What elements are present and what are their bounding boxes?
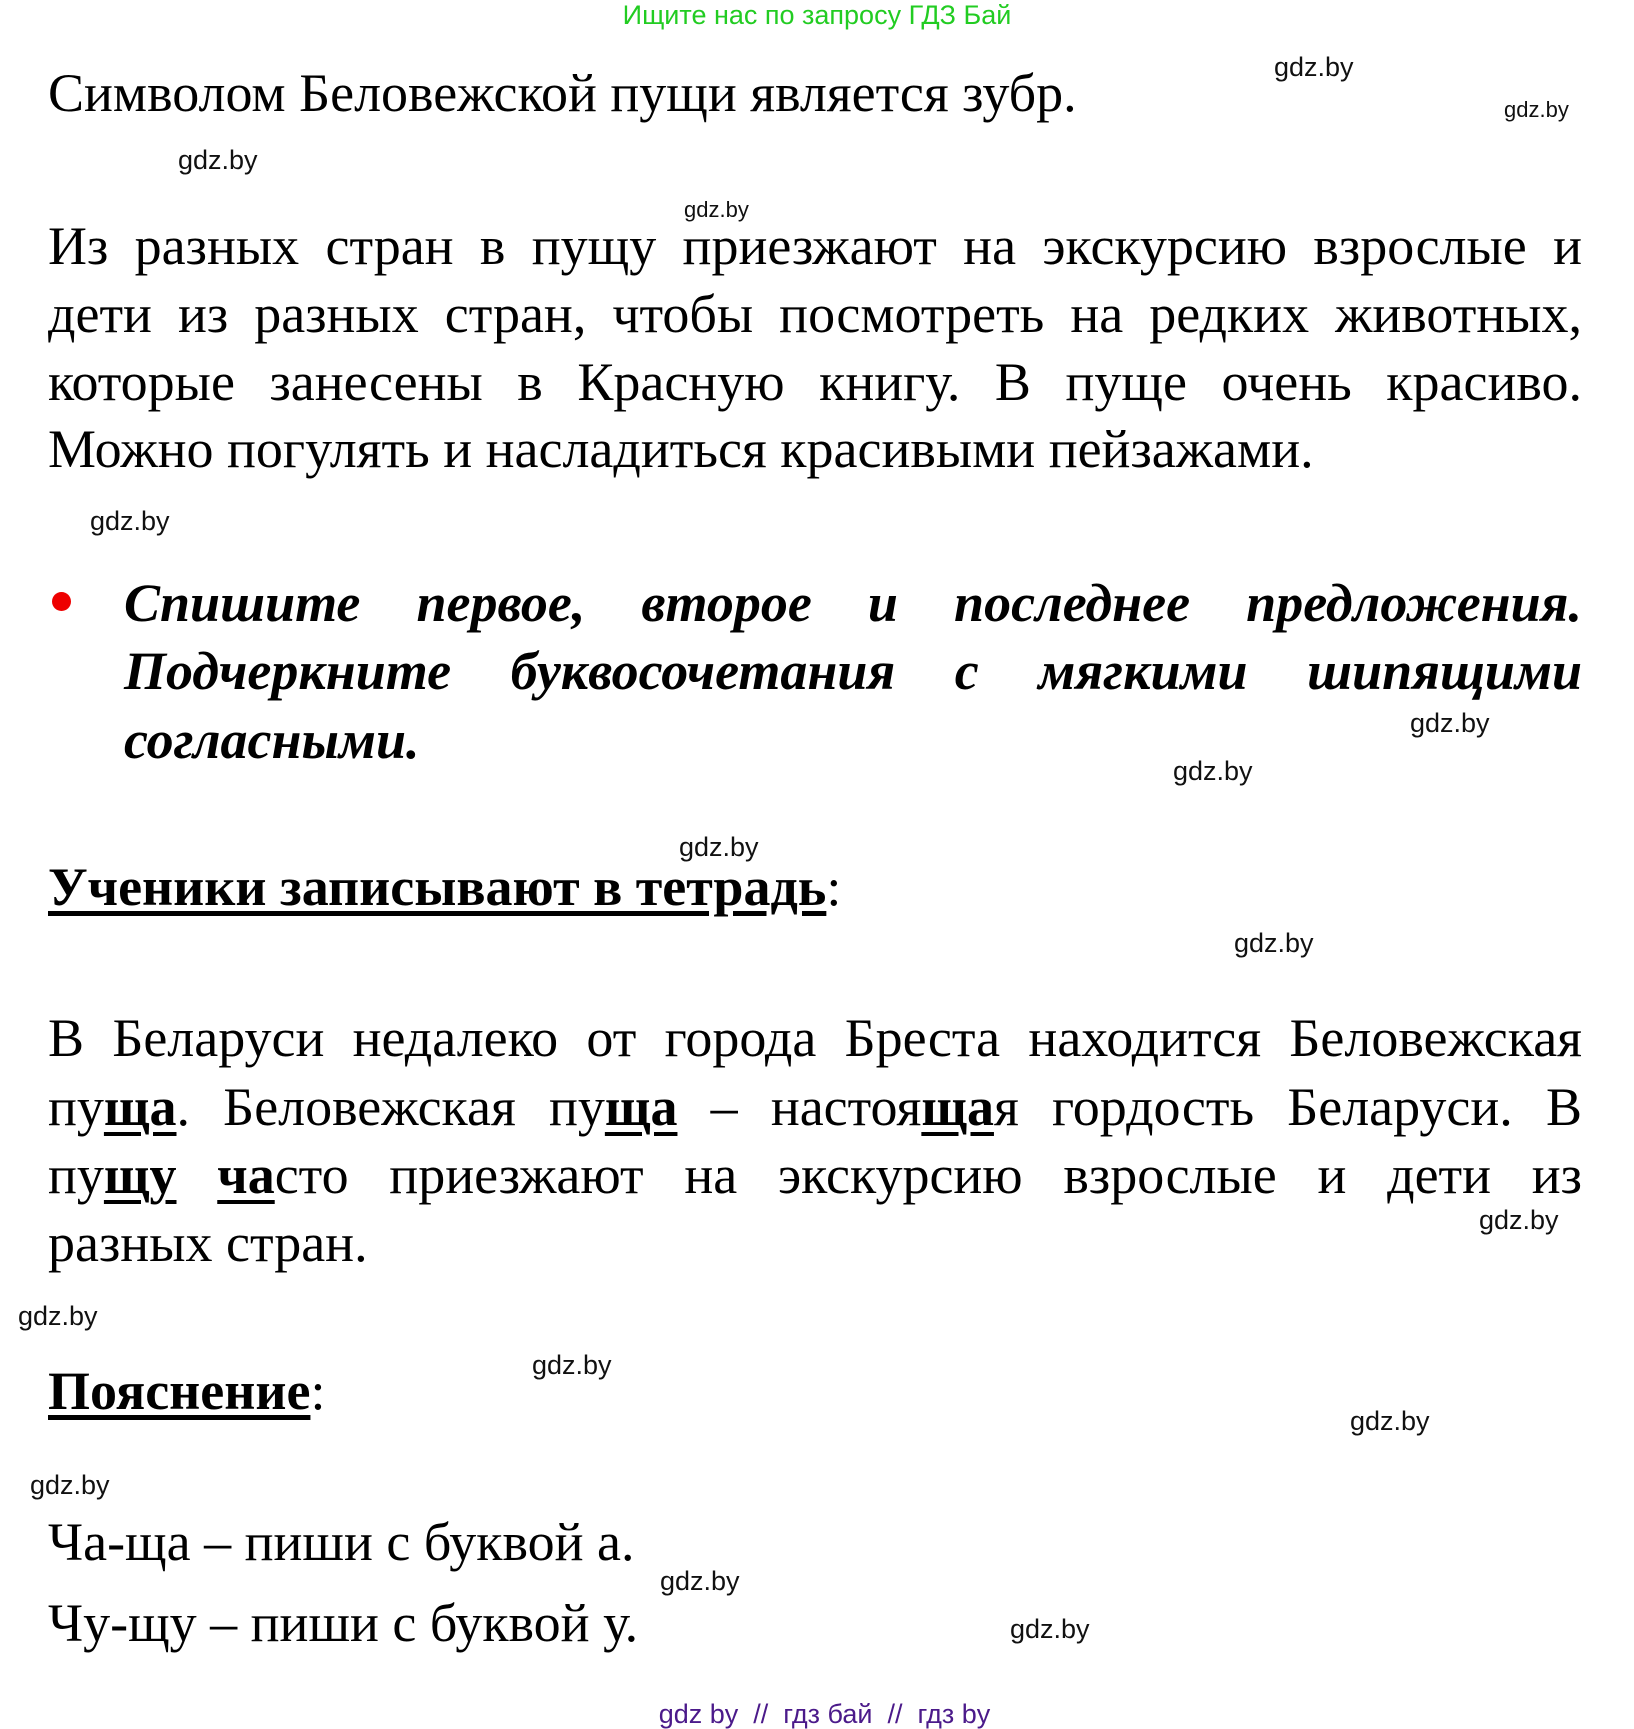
intro-sentence: Символом Беловежской пущи является зубр. [48, 63, 1077, 123]
text-segment [177, 1145, 218, 1205]
text-segment: . Беловежская пу [176, 1077, 605, 1137]
footer-links [0, 1674, 1634, 1728]
answer-heading-colon: : [826, 857, 842, 917]
task-line: согласными. [124, 710, 420, 770]
watermark: gdz.by [1234, 928, 1314, 958]
text-segment: я гордость Беларуси. В [993, 1077, 1583, 1137]
footer-text: gdz by // гдз бай // гдз by [658, 1699, 991, 1729]
text-segment: сто приезжают на экскурсию взрослые и дети из [274, 1145, 1583, 1205]
answer-line [48, 1145, 1583, 1205]
explanation-heading [48, 1361, 326, 1421]
answer-heading [48, 857, 842, 917]
answer-line: разных стран. [48, 1213, 368, 1273]
text-segment: пу [48, 1145, 104, 1205]
rule-chu-shchu: Чу-щу – пиши с буквой у. [48, 1593, 639, 1653]
watermark: gdz.by [178, 145, 258, 175]
underlined-letter-combo: ща [604, 1077, 678, 1137]
answer-heading-text: Ученики записывают в тетрадь [48, 857, 827, 917]
watermark: gdz.by [1010, 1614, 1090, 1644]
watermark: gdz.by [660, 1566, 740, 1596]
search-banner-text: Ищите нас по запросу ГДЗ Бай [622, 0, 1012, 30]
underlined-letter-combo: ща [103, 1077, 177, 1137]
explanation-heading-text: Пояснение [48, 1361, 311, 1421]
paragraph-line: Из разных стран в пущу приезжают на экскурсию взрослые и [48, 216, 1582, 276]
underlined-letter-combo: ща [921, 1077, 994, 1137]
watermark: gdz.by [684, 197, 749, 222]
search-banner [0, 2, 1634, 29]
watermark: gdz.by [1350, 1406, 1430, 1436]
rule-cha-shcha: Ча-ща – пиши с буквой а. [48, 1512, 635, 1572]
explanation-heading-colon: : [310, 1361, 326, 1421]
task-line: Подчеркните буквосочетания с мягкими шипящими [124, 641, 1582, 701]
watermark: gdz.by [90, 506, 170, 536]
text-segment: пу [48, 1077, 104, 1137]
watermark: gdz.by [18, 1301, 98, 1331]
watermark: gdz.by [679, 832, 759, 862]
task-line: Спишите первое, второе и последнее предложения. [124, 573, 1582, 633]
watermark: gdz.by [1274, 52, 1354, 82]
watermark: gdz.by [532, 1350, 612, 1380]
paragraph-line: дети из разных стран, чтобы посмотреть на редких животных, [48, 284, 1582, 344]
red-dot-bullet-icon [52, 592, 71, 611]
watermark: gdz.by [1479, 1205, 1559, 1235]
underlined-letter-combo: щу [103, 1145, 177, 1205]
watermark: gdz.by [1504, 97, 1569, 122]
watermark: gdz.by [1410, 708, 1490, 738]
text-segment: – настоя [677, 1077, 922, 1137]
answer-line [48, 1077, 1583, 1137]
watermark: gdz.by [30, 1470, 110, 1500]
watermark: gdz.by [1173, 756, 1253, 786]
underlined-letter-combo: ча [217, 1145, 275, 1205]
paragraph-line: которые занесены в Красную книгу. В пуще очень красиво. [48, 352, 1582, 412]
paragraph-line: Можно погулять и насладиться красивыми пейзажами. [48, 419, 1314, 479]
answer-line: В Беларуси недалеко от города Бреста находится Беловежская [48, 1008, 1582, 1068]
